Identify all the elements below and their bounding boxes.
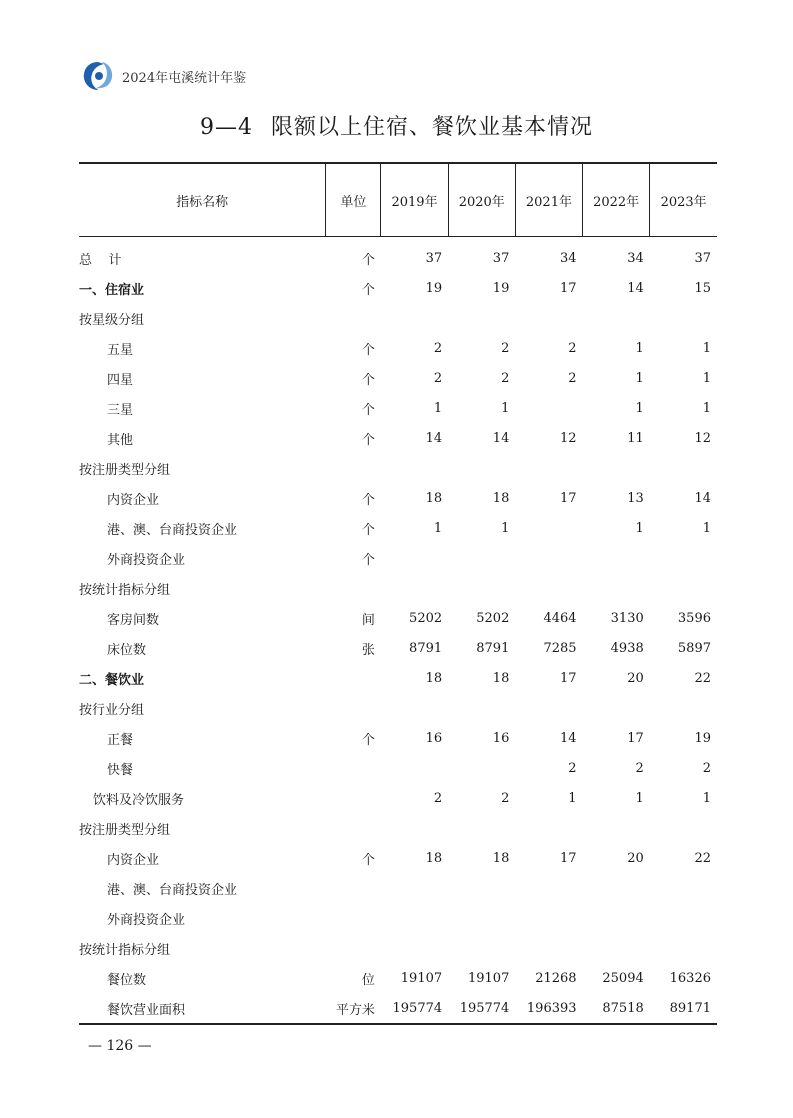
row-value: 7285 [543,640,577,656]
table-row [79,963,717,993]
row-unit: 个 [361,342,375,358]
row-value [650,693,717,723]
row-value [583,933,650,963]
row-label: 按注册类型分组 [79,462,171,478]
row-value: 18 [492,490,510,506]
row-unit: 个 [361,432,375,448]
row-unit [326,903,381,933]
row-value: 89171 [669,1000,711,1016]
table-row [79,273,717,303]
row-value: 1 [635,340,644,356]
book-title: 2024年屯溪统计年鉴 [122,70,247,86]
row-value: 1 [702,340,711,356]
row-value: 1 [635,520,644,536]
row-value: 17 [560,280,577,296]
row-value: 1 [702,400,711,416]
table-row [79,693,717,723]
row-value [381,873,448,903]
row-value [650,453,717,483]
row-unit: 个 [361,522,375,538]
row-unit: 个 [361,552,375,568]
row-value: 22 [694,850,711,866]
row-value [448,753,515,783]
column-header-name: 指标名称 [79,163,326,237]
column-header-year: 2023年 [650,163,717,237]
table-row [79,573,717,603]
table-row [79,843,717,873]
row-unit: 个 [361,372,375,388]
column-header-year: 2019年 [381,163,448,237]
row-value [650,903,717,933]
row-value: 14 [425,430,443,446]
table-row [79,423,717,453]
row-value [515,813,582,843]
row-unit: 位 [361,972,375,988]
row-value: 1 [702,520,711,536]
row-label: 客房间数 [107,612,160,628]
row-value: 1 [702,370,711,386]
row-value: 2 [501,340,510,356]
row-value: 2 [568,760,577,776]
row-value [650,933,717,963]
row-value [381,813,448,843]
row-value: 17 [560,490,577,506]
row-unit: 个 [361,282,375,298]
table-row [79,303,717,333]
row-value [448,933,515,963]
row-value [650,813,717,843]
table-row [79,543,717,573]
row-value: 19 [425,280,443,296]
row-value [515,543,582,573]
row-value: 1 [433,520,443,536]
row-value [515,303,582,333]
row-value: 2 [568,370,577,386]
row-value: 87518 [602,1000,644,1016]
row-value [381,903,448,933]
row-value: 25094 [602,970,644,986]
row-label: 按统计指标分组 [79,582,171,598]
table-row [79,753,717,783]
row-unit [326,693,381,723]
row-value: 18 [492,850,510,866]
row-value: 19 [492,280,510,296]
row-value [583,903,650,933]
row-label: 外商投资企业 [107,912,186,928]
row-unit: 平方米 [335,1002,375,1018]
table-title-text: 限额以上住宿、餐饮业基本情况 [270,115,593,140]
row-value: 1 [635,370,644,386]
row-value: 2 [702,760,711,776]
row-value [381,693,448,723]
row-value: 18 [425,670,443,686]
row-value: 8791 [476,640,510,656]
row-label: 港、澳、台商投资企业 [107,522,238,538]
row-value [650,303,717,333]
column-header-year: 2020年 [448,163,515,237]
row-label: 总 计 [79,252,122,268]
row-label: 三星 [107,402,134,418]
row-value [448,693,515,723]
row-value: 22 [694,670,711,686]
row-value: 17 [627,730,644,746]
row-value [381,303,448,333]
row-unit [326,933,381,963]
row-label: 外商投资企业 [107,552,186,568]
row-value: 1 [702,790,711,806]
row-value: 18 [492,670,510,686]
row-unit [326,783,381,813]
row-value: 2 [433,370,443,386]
row-value [515,453,582,483]
row-value: 17 [560,850,577,866]
row-value: 37 [492,250,510,266]
row-value [515,393,582,423]
row-value [381,933,448,963]
page-header [80,58,246,94]
row-label: 内资企业 [107,492,160,508]
row-value: 20 [627,670,644,686]
table-row [79,333,717,363]
row-value: 34 [627,250,644,266]
row-value: 17 [560,670,577,686]
row-value: 16326 [669,970,711,986]
row-value [448,543,515,573]
row-value: 12 [694,430,711,446]
table-row [79,363,717,393]
row-value: 18 [425,490,443,506]
row-value: 19 [694,730,711,746]
row-value [515,873,582,903]
row-value: 1 [635,400,644,416]
row-value [381,453,448,483]
row-value: 14 [627,280,644,296]
row-value [448,873,515,903]
row-value [515,903,582,933]
page-title [0,110,793,141]
row-value: 19107 [400,970,443,986]
table-body [79,237,717,1025]
row-unit [326,573,381,603]
row-value: 2 [433,340,443,356]
row-unit: 个 [361,402,375,418]
row-value: 37 [425,250,443,266]
row-value: 8791 [409,640,443,656]
row-value [515,513,582,543]
table-row [79,813,717,843]
row-value: 34 [560,250,577,266]
row-value: 12 [560,430,577,446]
row-value [515,573,582,603]
row-label: 港、澳、台商投资企业 [107,882,238,898]
table-row [79,723,717,753]
row-value: 14 [492,430,510,446]
row-value: 14 [694,490,711,506]
row-value: 4938 [610,640,644,656]
row-label: 快餐 [107,762,134,778]
row-unit: 个 [361,732,375,748]
row-value: 18 [425,850,443,866]
table-row [79,903,717,933]
row-value: 15 [694,280,711,296]
row-unit [326,753,381,783]
row-value [448,813,515,843]
row-value: 4464 [543,610,577,626]
row-value: 196393 [526,1000,577,1016]
table-row [79,603,717,633]
row-value [650,873,717,903]
row-unit [326,873,381,903]
row-value [515,693,582,723]
row-value [515,933,582,963]
row-value: 14 [560,730,577,746]
row-unit: 间 [361,612,375,628]
row-value: 16 [492,730,510,746]
row-unit: 个 [361,252,375,268]
row-label: 二、餐饮业 [79,672,145,688]
page-number: — 126 — [88,1038,152,1054]
row-value: 5202 [476,610,510,626]
row-label: 四星 [107,372,134,388]
row-value [448,573,515,603]
row-label: 一、住宿业 [79,282,145,298]
table-header-row [79,163,717,237]
row-value: 5897 [677,640,711,656]
row-value: 1 [635,790,644,806]
row-unit [326,453,381,483]
row-value [583,693,650,723]
row-label: 其他 [107,432,134,448]
column-header-year: 2021年 [515,163,582,237]
row-value [448,453,515,483]
row-value [381,573,448,603]
row-value: 2 [568,340,577,356]
row-value: 3130 [610,610,644,626]
table-row [79,873,717,903]
table-row [79,783,717,813]
table-row [79,933,717,963]
row-value: 16 [425,730,443,746]
row-value: 195774 [459,1000,510,1016]
column-header-unit: 单位 [326,163,381,237]
row-value: 1 [501,400,510,416]
statistics-table [79,162,717,1025]
row-value: 13 [627,490,644,506]
row-value: 5202 [409,610,443,626]
row-label: 按星级分组 [79,312,145,328]
yearbook-logo-icon [80,58,116,94]
row-value: 11 [627,430,644,446]
row-label: 内资企业 [107,852,160,868]
row-value [448,903,515,933]
row-label: 饮料及冷饮服务 [93,792,185,808]
row-label: 五星 [107,342,134,358]
table-row [79,483,717,513]
row-unit: 个 [361,492,375,508]
row-value: 1 [501,520,510,536]
row-unit [326,663,381,693]
table-row [79,393,717,423]
row-unit: 个 [361,852,375,868]
row-value: 20 [627,850,644,866]
row-value: 2 [501,370,510,386]
row-value [650,543,717,573]
row-value: 2 [433,790,443,806]
table-row [79,237,717,274]
table-number: 9—4 [199,115,253,140]
row-value: 1 [433,400,443,416]
row-label: 餐饮营业面积 [107,1002,186,1018]
row-value [583,303,650,333]
row-value [583,573,650,603]
row-value: 195774 [392,1000,443,1016]
row-value: 1 [568,790,577,806]
row-value: 3596 [677,610,711,626]
row-value [381,753,448,783]
row-unit [326,813,381,843]
row-label: 按统计指标分组 [79,942,171,958]
row-label: 正餐 [107,732,134,748]
row-unit: 张 [361,642,375,658]
row-value [583,543,650,573]
table-row [79,513,717,543]
row-label: 按行业分组 [79,702,145,718]
row-unit [326,303,381,333]
table-row [79,993,717,1024]
row-value: 37 [694,250,711,266]
row-value [583,453,650,483]
table-row [79,633,717,663]
column-header-year: 2022年 [583,163,650,237]
table-row [79,663,717,693]
row-value: 2 [635,760,644,776]
row-value [583,873,650,903]
row-value [448,303,515,333]
row-value [381,543,448,573]
row-value [583,813,650,843]
row-label: 床位数 [107,642,147,658]
row-label: 按注册类型分组 [79,822,171,838]
row-value: 19107 [467,970,510,986]
row-value: 21268 [535,970,577,986]
row-value [650,573,717,603]
row-label: 餐位数 [107,972,147,988]
row-value: 2 [501,790,510,806]
table-row [79,453,717,483]
